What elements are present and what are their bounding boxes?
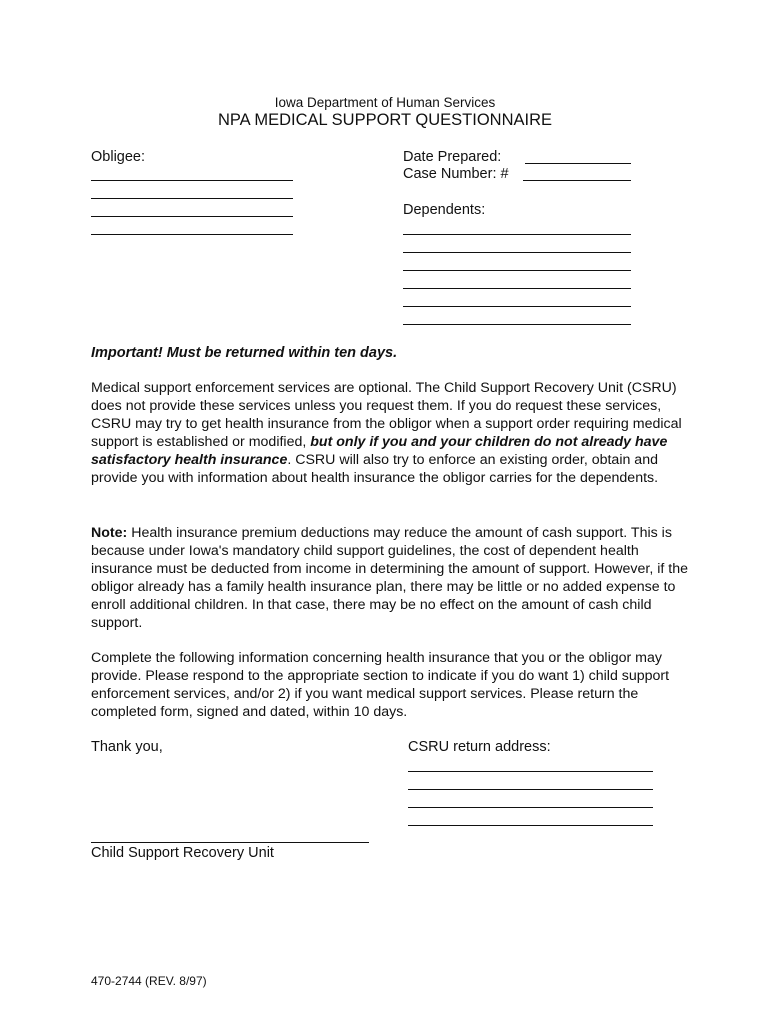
case-number-line[interactable]: [523, 180, 631, 181]
return-address-line-1[interactable]: [408, 771, 653, 772]
instructions-paragraph: Complete the following information concerning health insurance that you or the obligor may provide. Please respond to the appropriate section to indicate if you do want 1) child support enforcement services, and/or 2) if you want medical support services. Please return the completed form, signed and dated, within 10 days.: [91, 650, 670, 720]
dependents-line-6[interactable]: [403, 324, 631, 325]
form-title: NPA MEDICAL SUPPORT QUESTIONNAIRE: [217, 111, 553, 129]
obligee-line-2[interactable]: [91, 198, 293, 199]
return-address-line-3[interactable]: [408, 807, 653, 808]
obligee-label: Obligee:: [91, 149, 146, 165]
intro-emphasis: but only if you and your children do not already have satisfactory health insurance: [91, 434, 668, 468]
dependents-line-4[interactable]: [403, 288, 631, 289]
return-address-line-4[interactable]: [408, 825, 653, 826]
intro-paragraph: [91, 379, 691, 487]
dependents-line-5[interactable]: [403, 306, 631, 307]
intro-text-2: . CSRU will also try to enforce an existing order, obtain and provide you with information about health insurance the obligor carries for the dependents.: [91, 452, 659, 486]
signature-label: Child Support Recovery Unit: [91, 845, 274, 861]
thank-you-text: Thank you,: [91, 739, 163, 755]
date-prepared-line[interactable]: [525, 163, 631, 164]
dependents-line-3[interactable]: [403, 270, 631, 271]
dependents-line-1[interactable]: [403, 234, 631, 235]
obligee-line-4[interactable]: [91, 234, 293, 235]
dependents-label: Dependents:: [403, 202, 486, 218]
important-notice: Important! Must be returned within ten days.: [91, 345, 398, 361]
obligee-line-3[interactable]: [91, 216, 293, 217]
note-label: Note:: [91, 525, 128, 541]
form-number: 470-2744 (REV. 8/97): [91, 974, 207, 988]
return-address-label: CSRU return address:: [408, 739, 551, 755]
note-text: Health insurance premium deductions may reduce the amount of cash support. This is because under Iowa's mandatory child support guidelines, the cost of dependent health insurance must be deducted from income in determining the amount of support. However, if the obligor already has a family health insurance plan, there may be little or no added expense to enroll additional children. In that case, there may be no effect on the amount of cash child support.: [91, 525, 688, 631]
return-address-line-2[interactable]: [408, 789, 653, 790]
case-number-label: Case Number: #: [403, 166, 509, 182]
department-name: Iowa Department of Human Services: [274, 95, 496, 110]
date-prepared-label: Date Prepared:: [403, 149, 502, 165]
obligee-line-1[interactable]: [91, 180, 293, 181]
intro-text-1: Medical support enforcement services are optional. The Child Support Recovery Unit (CSRU) does not provide these services unless you request them. If you do request these services, CSRU may try to get health insurance from the obligor when a support order requiring medical support is established or modified,: [91, 380, 682, 450]
note-paragraph: [91, 524, 691, 632]
signature-line[interactable]: [91, 842, 369, 843]
dependents-line-2[interactable]: [403, 252, 631, 253]
